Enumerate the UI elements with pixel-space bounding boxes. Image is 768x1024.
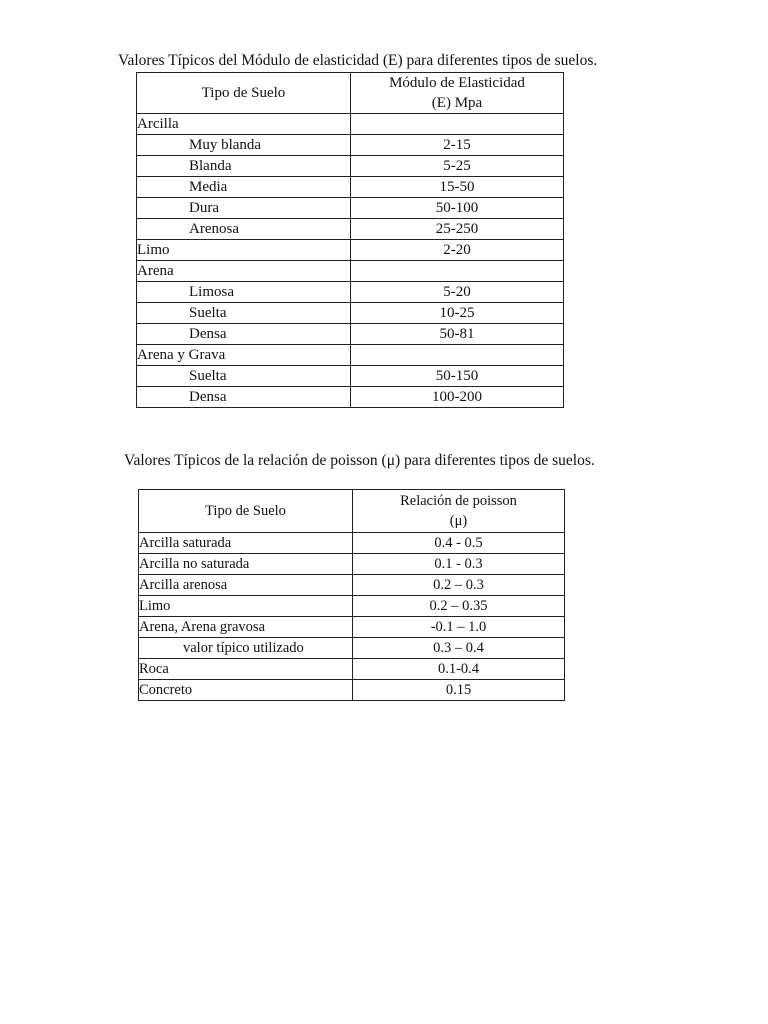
table-row xyxy=(137,345,564,366)
table-row xyxy=(137,219,564,240)
table-row xyxy=(139,659,565,680)
value-cell: 5-25 xyxy=(351,156,564,177)
poisson-table xyxy=(138,489,565,701)
table-row xyxy=(139,533,565,554)
table-row xyxy=(137,387,564,408)
table-row xyxy=(137,114,564,135)
table-row xyxy=(139,596,565,617)
table1-title: Valores Típicos del Módulo de elasticidad (E) para diferentes tipos de suelos. xyxy=(118,52,598,69)
header-line-1: Relación de poisson xyxy=(400,493,517,509)
value-cell xyxy=(351,114,564,135)
value-cell: 15-50 xyxy=(351,177,564,198)
table-row xyxy=(139,638,565,659)
value-cell: 10-25 xyxy=(351,303,564,324)
soil-type-cell: Arena, Arena gravosa xyxy=(139,617,353,638)
value-cell: 5-20 xyxy=(351,282,564,303)
elasticity-table xyxy=(136,72,564,408)
header-line-2: (E) Mpa xyxy=(431,95,483,111)
soil-type-cell: Arena y Grava xyxy=(137,345,351,366)
table-header-row xyxy=(139,490,565,533)
soil-type-cell: Limosa xyxy=(137,282,351,303)
soil-type-cell: Arcilla no saturada xyxy=(139,554,353,575)
table-row xyxy=(139,554,565,575)
table-row xyxy=(139,617,565,638)
table-row xyxy=(137,324,564,345)
value-cell: 25-250 xyxy=(351,219,564,240)
value-cell: 2-15 xyxy=(351,135,564,156)
soil-type-cell: Arcilla xyxy=(137,114,351,135)
value-cell xyxy=(351,261,564,282)
table2-title: Valores Típicos de la relación de poisson (μ) para diferentes tipos de suelos. xyxy=(124,452,595,469)
table-row xyxy=(137,198,564,219)
soil-type-cell: Limo xyxy=(139,596,353,617)
value-cell: 50-150 xyxy=(351,366,564,387)
table-row xyxy=(137,282,564,303)
table-row xyxy=(137,135,564,156)
table-header-row xyxy=(137,73,564,114)
soil-type-cell: Suelta xyxy=(137,303,351,324)
soil-type-cell: Concreto xyxy=(139,680,353,701)
soil-type-cell: Limo xyxy=(137,240,351,261)
value-cell: 50-100 xyxy=(351,198,564,219)
table-row xyxy=(137,366,564,387)
header-line-1: Módulo de Elasticidad xyxy=(389,75,525,91)
header-line-2: (μ) xyxy=(449,513,468,529)
soil-type-cell: Densa xyxy=(137,387,351,408)
table-row xyxy=(137,261,564,282)
header-elasticity-modulus xyxy=(351,73,564,114)
header-soil-type: Tipo de Suelo xyxy=(137,73,351,114)
table-row xyxy=(137,240,564,261)
soil-type-cell: Arena xyxy=(137,261,351,282)
soil-type-cell: Densa xyxy=(137,324,351,345)
value-cell: 100-200 xyxy=(351,387,564,408)
soil-type-cell: Muy blanda xyxy=(137,135,351,156)
value-cell: 50-81 xyxy=(351,324,564,345)
soil-type-cell: Arcilla saturada xyxy=(139,533,353,554)
soil-type-cell: Arcilla arenosa xyxy=(139,575,353,596)
header-poisson-ratio xyxy=(353,490,565,533)
table-row xyxy=(137,303,564,324)
soil-type-cell: Roca xyxy=(139,659,353,680)
value-cell: 0.3 – 0.4 xyxy=(353,638,565,659)
table-row xyxy=(139,680,565,701)
value-cell: 0.1-0.4 xyxy=(353,659,565,680)
header-soil-type: Tipo de Suelo xyxy=(139,490,353,533)
value-cell: 0.2 – 0.3 xyxy=(353,575,565,596)
table-row xyxy=(139,575,565,596)
value-cell: 0.15 xyxy=(353,680,565,701)
value-cell: 0.2 – 0.35 xyxy=(353,596,565,617)
value-cell: 0.4 - 0.5 xyxy=(353,533,565,554)
soil-type-cell: Arenosa xyxy=(137,219,351,240)
table-row xyxy=(137,156,564,177)
soil-type-cell: Blanda xyxy=(137,156,351,177)
value-cell: 2-20 xyxy=(351,240,564,261)
value-cell: -0.1 – 1.0 xyxy=(353,617,565,638)
table-row xyxy=(137,177,564,198)
value-cell: 0.1 - 0.3 xyxy=(353,554,565,575)
soil-type-cell: valor típico utilizado xyxy=(139,638,353,659)
value-cell xyxy=(351,345,564,366)
soil-type-cell: Dura xyxy=(137,198,351,219)
soil-type-cell: Suelta xyxy=(137,366,351,387)
soil-type-cell: Media xyxy=(137,177,351,198)
